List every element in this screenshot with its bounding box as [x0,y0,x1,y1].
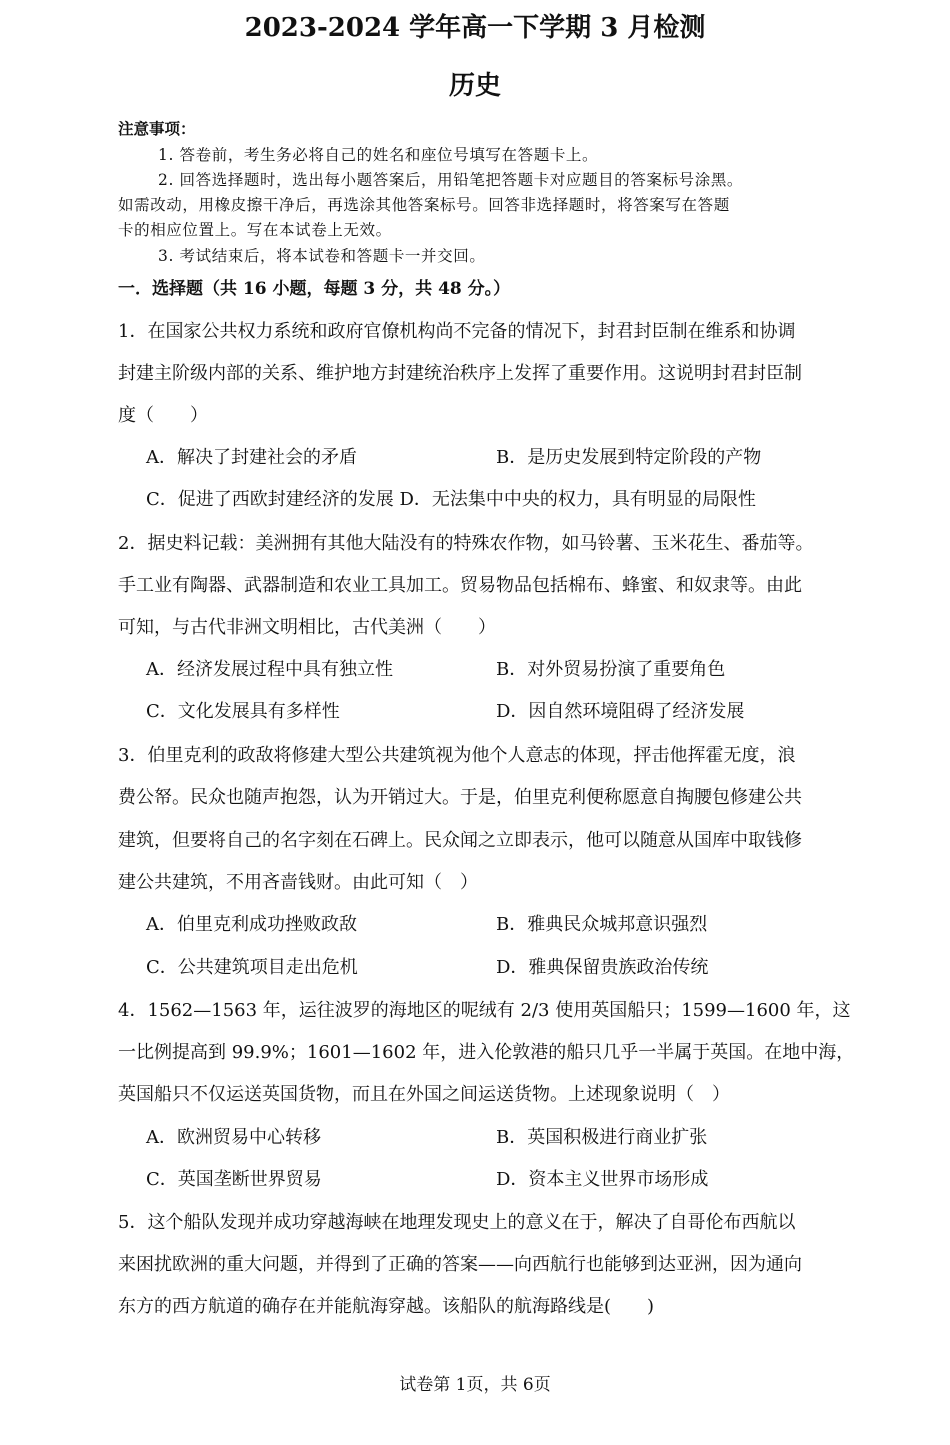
question-1-option-b: B．是历史发展到特定阶段的产物 [496,447,762,468]
question-5-line: 来困扰欧洲的重大问题，并得到了正确的答案——向西航行也能够到达亚洲，因为通向 [118,1254,802,1275]
page-footer: 试卷第 1页，共 6页 [399,1375,551,1395]
question-2-option-c: C．文化发展具有多样性 [146,701,340,722]
question-3-option-c: C．公共建筑项目走出危机 [146,957,358,978]
question-2-line: 2．据史料记载：美洲拥有其他大陆没有的特殊农作物，如马铃薯、玉米花生、番茄等。 [118,533,814,554]
question-3-line: 建筑，但要将自己的名字刻在石碑上。民众闻之立即表示，他可以随意从国库中取钱修 [118,830,802,851]
question-3-line: 3．伯里克利的政敌将修建大型公共建筑视为他个人意志的体现，抨击他挥霍无度，浪 [118,745,796,766]
question-4-option-c: C．英国垄断世界贸易 [146,1169,322,1190]
question-2-option-d: D．因自然环境阻碍了经济发展 [496,701,745,722]
section-heading: 一．选择题（共 16 小题，每题 3 分，共 48 分。） [118,279,511,299]
question-4-option-a: A．欧洲贸易中心转移 [146,1127,321,1148]
question-3-option-d: D．雅典保留贵族政治传统 [496,957,709,978]
notice-item: 2. 回答选择题时，选出每小题答案后，用铅笔把答题卡对应题目的答案标号涂黑。 [158,171,744,189]
question-4-option-d: D．资本主义世界市场形成 [496,1169,709,1190]
question-5-line: 东方的西方航道的确存在并能航海穿越。该船队的航海路线是( ) [118,1296,655,1317]
notice-item: 1. 答卷前，考生务必将自己的姓名和座位号填写在答题卡上。 [158,146,599,164]
notice-item: 3. 考试结束后，将本试卷和答题卡一并交回。 [158,247,486,265]
question-4-option-b: B．英国积极进行商业扩张 [496,1127,708,1148]
question-3-line: 建公共建筑，不用吝啬钱财。由此可知（ ） [118,872,478,893]
notice-item: 如需改动，用橡皮擦干净后，再选涂其他答案标号。回答非选择题时，将答案写在答题 [118,196,730,214]
exam-title: 2023-2024 学年高一下学期 3 月检测 [244,13,706,43]
question-1-line: 封建主阶级内部的关系、维护地方封建统治秩序上发挥了重要作用。这说明封君封臣制 [118,363,802,384]
question-5-line: 5．这个船队发现并成功穿越海峡在地理发现史上的意义在于，解决了自哥伦布西航以 [118,1212,796,1233]
question-2-option-a: A．经济发展过程中具有独立性 [146,659,393,680]
question-1-line: 1．在国家公共权力系统和政府官僚机构尚不完备的情况下，封君封臣制在维系和协调 [118,321,796,342]
question-4-line: 英国船只不仅运送英国货物，而且在外国之间运送货物。上述现象说明（ ） [118,1084,730,1105]
notice-item: 卡的相应位置上。写在本试卷上无效。 [118,221,392,239]
subject-title: 历史 [448,71,501,101]
question-3-option-a: A．伯里克利成功挫败政敌 [146,914,357,935]
question-1-option-a: A．解决了封建社会的矛盾 [146,447,357,468]
question-2-line: 手工业有陶器、武器制造和农业工具加工。贸易物品包括棉布、蜂蜜、和奴隶等。由此 [118,575,802,596]
question-2-line: 可知，与古代非洲文明相比，古代美洲（ ） [118,617,496,638]
question-4-line: 4．1562—1563 年，运往波罗的海地区的呢绒有 2/3 使用英国船只；1599—1600 年，这 [118,1000,851,1021]
question-2-option-b: B．对外贸易扮演了重要角色 [496,659,726,680]
question-4-line: 一比例提高到 99.9%；1601—1602 年，进入伦敦港的船只几乎一半属于英国。在地中海， [118,1042,855,1063]
question-3-line: 费公帑。民众也随声抱怨，认为开销过大。于是，伯里克利便称愿意自掏腰包修建公共 [118,787,802,808]
question-1-line: 度（ ） [118,405,208,426]
question-3-option-b: B．雅典民众城邦意识强烈 [496,914,708,935]
notice-heading: 注意事项： [118,119,196,138]
question-1-option-cd: C．促进了西欧封建经济的发展 D．无法集中中央的权力，具有明显的局限性 [146,489,756,510]
